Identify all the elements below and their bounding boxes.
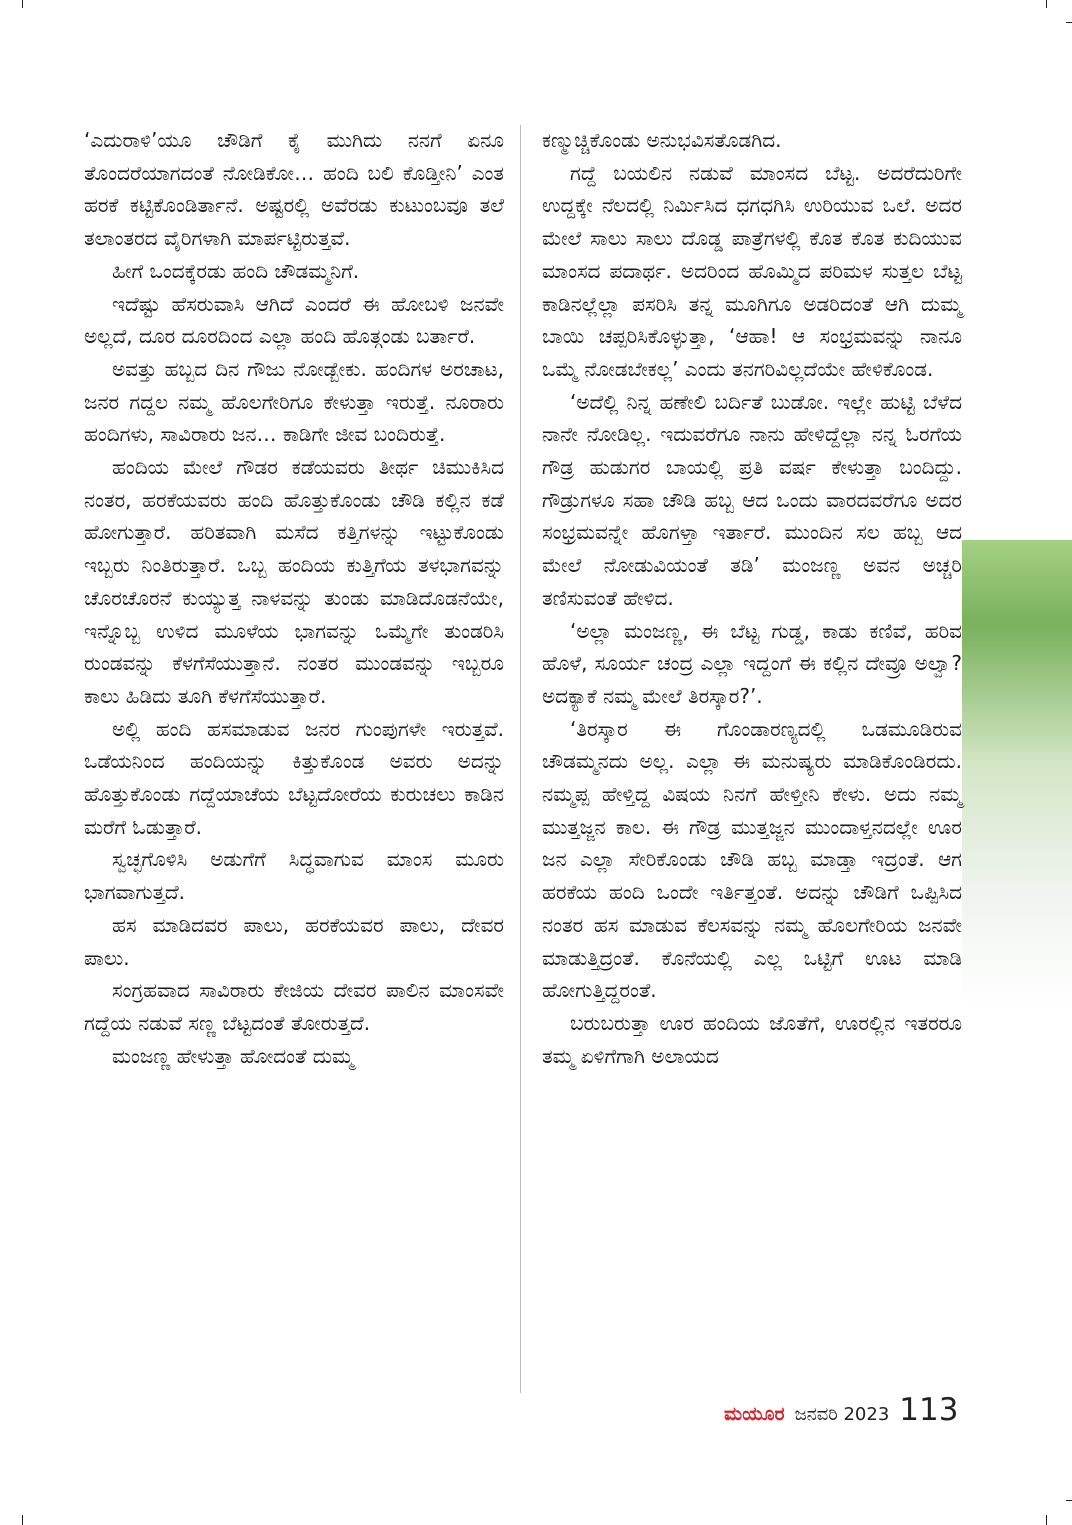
illustration-fragment <box>962 540 1072 1010</box>
paragraph: ‘ಅಲ್ಲಾ ಮಂಜಣ್ಣ, ಈ ಬೆಟ್ಟ ಗುಡ್ಡ, ಕಾಡು ಕಣಿವೆ, ಹರಿವ ಹೊಳೆ, ಸೂರ್ಯ ಚಂದ್ರ ಎಲ್ಲಾ ಇದ್ದಂಗೆ ಈ ಕಲ್ಲಿನ ದೇವ್ರೂ ಅಲ್ವಾ? ಅದಕ್ಯಾಕೆ ನಮ್ಮ ಮೇಲೆ ತಿರಸ್ಕಾರ?’. <box>542 618 962 708</box>
paragraph: ಕಣ್ಮುಚ್ಚಿಕೊಂಡು ಅನುಭವಿಸತೊಡಗಿದ. <box>542 128 782 152</box>
paragraph: ಸಂಗ್ರಹವಾದ ಸಾವಿರಾರು ಕೇಜಿಯ ದೇವರ ಪಾಲಿನ ಮಾಂಸವೇ ಗದ್ದೆಯ ನಡುವೆ ಸಣ್ಣ ಬೆಟ್ಟದಂತೆ ತೋರುತ್ತದೆ. <box>84 978 504 1035</box>
paragraph: ‘ಎದುರಾಳಿ’ಯೂ ಚೌಡಿಗೆ ಕೈ ಮುಗಿದು ನನಗೆ ಏನೂ ತೊಂದರೆಯಾಗದಂತೆ ನೋಡಿಕೋ… ಹಂದಿ ಬಲಿ ಕೊಡ್ತೀನಿ’ ಎಂತ ಹರಕೆ ಕಟ್ಟಿಕೊಂಡಿರ್ತಾನೆ. ಅಷ್ಟರಲ್ಲಿ ಅವೆರಡು ಕುಟುಂಬವೂ ತಲೆ ತಲಾಂತರದ ವೈರಿಗಳಾಗಿ ಮಾರ್ಪಟ್ಟಿರುತ್ತವೆ. <box>84 128 504 251</box>
crop-mark-right-upper <box>1066 22 1072 23</box>
paragraph: ಅಲ್ಲಿ ಹಂದಿ ಹಸಮಾಡುವ ಜನರ ಗುಂಪುಗಳೇ ಇರುತ್ತವೆ. ಒಡೆಯನಿಂದ ಹಂದಿಯನ್ನು ಕಿತ್ತುಕೊಂಡ ಅವರು ಅದನ್ನು ಹೊತ್ತುಕೊಂಡು ಗದ್ದೆಯಾಚೆಯ ಬೆಟ್ಟದೋರೆಯ ಕುರುಚಲು ಕಾಡಿನ ಮರೆಗೆ ಓಡುತ್ತಾರೆ. <box>84 716 504 839</box>
paragraph: ಅವತ್ತು ಹಬ್ಬದ ದಿನ ಗೌಜು ನೋಡ್ಬೇಕು. ಹಂದಿಗಳ ಅರಚಾಟ, ಜನರ ಗದ್ದಲ ನಮ್ಮ ಹೊಲಗೇರಿಗೂ ಕೇಳುತ್ತಾ ಇರುತ್ತೆ. ನೂರಾರು ಹಂದಿಗಳು, ಸಾವಿರಾರು ಜನ… ಕಾಡಿಗೇ ಜೀವ ಬಂದಿರುತ್ತೆ. <box>84 356 504 447</box>
paragraph: ಸ್ವಚ್ಛಗೊಳಿಸಿ ಅಡುಗೆಗೆ ಸಿದ್ಧವಾಗುವ ಮಾಂಸ ಮೂರು ಭಾಗವಾಗುತ್ತದೆ. <box>84 847 504 905</box>
paragraph: ಹಸ ಮಾಡಿದವರ ಪಾಲು, ಹರಕೆಯವರ ಪಾಲು, ದೇವರ ಪಾಲು. <box>84 912 504 970</box>
crop-mark-bottom-right <box>1046 1515 1047 1525</box>
paragraph: ಗದ್ದೆ ಬಯಲಿನ ನಡುವೆ ಮಾಂಸದ ಬೆಟ್ಟ. ಅದರೆದುರಿಗೇ ಉದ್ದಕ್ಕೇ ನೆಲದಲ್ಲಿ ನಿರ್ಮಿಸಿದ ಧಗಧಗಿಸಿ ಉರಿಯುವ ಒಲೆ. ಅದರ ಮೇಲೆ ಸಾಲು ಸಾಲು ದೊಡ್ಡ ಪಾತ್ರೆಗಳಲ್ಲಿ ಕೊತ ಕೊತ ಕುದಿಯುವ ಮಾಂಸದ ಪದಾರ್ಥ. ಅದರಿಂದ ಹೊಮ್ಮಿದ ಪರಿಮಳ ಸುತ್ತಲ ಬೆಟ್ಟ ಕಾಡಿನಲ್ಲೆಲ್ಲಾ ಪಸರಿಸಿ ತನ್ನ ಮೂಗಿಗೂ ಅಡರಿದಂತೆ ಆಗಿ ದುಮ್ಮ ಬಾಯಿ ಚಪ್ಪರಿಸಿಕೊಳ್ಳುತ್ತಾ, ‘ಆಹಾ! ಆ ಸಂಭ್ರಮವನ್ನು ನಾನೂ ಒಮ್ಮೆ ನೋಡಬೇಕಲ್ಲ’ ಎಂದು ತನಗರಿವಿಲ್ಲದೆಯೇ ಹೇಳಿಕೊಂಡ. <box>542 160 962 381</box>
text-column-left <box>84 124 504 1072</box>
crop-mark-top-left <box>22 0 23 8</box>
magazine-name: ಮಯೂರ <box>724 1403 785 1425</box>
paragraph: ಬರುಬರುತ್ತಾ ಊರ ಹಂದಿಯ ಜೊತೆಗೆ, ಊರಲ್ಲಿನ ಇತರರೂ ತಮ್ಮ ಏಳಿಗೆಗಾಗಿ ಅಲಾಯದ <box>542 1010 962 1068</box>
paragraph: ಇದೆಷ್ಟು ಹೆಸರುವಾಸಿ ಆಗಿದೆ ಎಂದರೆ ಈ ಹೋಬಳಿ ಜನವೇ ಅಲ್ಲದೆ, ದೂರ ದೂರದಿಂದ ಎಲ್ಲಾ ಹಂದಿ ಹೊತ್ಗಂಡು ಬರ್ತಾರೆ. <box>84 291 504 349</box>
paragraph: ಹಂದಿಯ ಮೇಲೆ ಗೌಡರ ಕಡೆಯವರು ತೀರ್ಥ ಚಿಮುಕಿಸಿದ ನಂತರ, ಹರಕೆಯವರು ಹಂದಿ ಹೊತ್ತುಕೊಂಡು ಚೌಡಿ ಕಲ್ಲಿನ ಕಡೆ ಹೋಗುತ್ತಾರೆ. ಹರಿತವಾಗಿ ಮಸೆದ ಕತ್ತಿಗಳನ್ನು ಇಟ್ಟುಕೊಂಡು ಇಬ್ಬರು ನಿಂತಿರುತ್ತಾರೆ. ಒಬ್ಬ ಹಂದಿಯ ಕುತ್ತಿಗೆಯ ತಳಭಾಗವನ್ನು ಚೊರಚೊರನೆ ಕುಯ್ಯುತ್ತ ನಾಳವನ್ನು ತುಂಡು ಮಾಡಿದೊಡನೆಯೇ, ಇನ್ನೊಬ್ಬ ಉಳಿದ ಮೂಳೆಯ ಭಾಗವನ್ನು ಒಮ್ಮೆಗೇ ತುಂಡರಿಸಿ ರುಂಡವನ್ನು ಕೆಳಗೆಸೆಯುತ್ತಾನೆ. ನಂತರ ಮುಂಡವನ್ನು ಇಬ್ಬರೂ ಕಾಲು ಹಿಡಿದು ತೂಗಿ ಕೆಳಗೆಸೆಯುತ್ತಾರೆ. <box>84 455 504 708</box>
crop-mark-top-right <box>1046 0 1047 8</box>
issue-date: ಜನವರಿ 2023 <box>794 1404 890 1425</box>
text-column-right <box>542 124 962 1072</box>
column-divider <box>520 125 521 1393</box>
paragraph: ‘ತಿರಸ್ಕಾರ ಈ ಗೊಂಡಾರಣ್ಯದಲ್ಲಿ ಒಡಮೂಡಿರುವ ಚೌಡಮ್ಮನದು ಅಲ್ಲ. ಎಲ್ಲಾ ಈ ಮನುಷ್ಯರು ಮಾಡಿಕೊಂಡಿರದು. ನಮ್ಮಪ್ಪ ಹೇಳ್ತಿದ್ದ ವಿಷಯ ನಿನಗೆ ಹೇಳ್ತೀನಿ ಕೇಳು. ಅದು ನಮ್ಮ ಮುತ್ತಜ್ಜನ ಕಾಲ. ಈ ಗೌಡ್ರ ಮುತ್ತಜ್ಜನ ಮುಂದಾಳ್ತನದಲ್ಲೇ ಊರ ಜನ ಎಲ್ಲಾ ಸೇರಿಕೊಂಡು ಚೌಡಿ ಹಬ್ಬ ಮಾಡ್ತಾ ಇದ್ರಂತೆ. ಆಗ ಹರಕೆಯ ಹಂದಿ ಒಂದೇ ಇರ್ತಿತ್ತಂತೆ. ಅದನ್ನು ಚೌಡಿಗೆ ಒಪ್ಪಿಸಿದ ನಂತರ ಹಸ ಮಾಡುವ ಕೆಲಸವನ್ನು ನಮ್ಮ ಹೊಲಗೇರಿಯ ಜನವೇ ಮಾಡುತ್ತಿದ್ರಂತೆ. ಕೊನೆಯಲ್ಲಿ ಎಲ್ಲ ಒಟ್ಟಿಗೆ ಊಟ ಮಾಡಿ ಹೋಗುತ್ತಿದ್ದರಂತೆ. <box>542 716 962 1003</box>
page-footer <box>724 1392 958 1432</box>
crop-mark-bottom-left <box>22 1515 23 1525</box>
crop-mark-right-lower <box>1066 1500 1072 1501</box>
paragraph: ‘ಅದೆಲ್ಲಿ ನಿನ್ನ ಹಣೇಲಿ ಬರ್ದಿತೆ ಬುಡೋ. ಇಲ್ಲೇ ಹುಟ್ಟಿ ಬೆಳೆದ ನಾನೇ ನೋಡಿಲ್ಲ. ಇದುವರೆಗೂ ನಾನು ಹೇಳಿದ್ದೆಲ್ಲಾ ನನ್ನ ಓರಗೆಯ ಗೌಡ್ರ ಹುಡುಗರ ಬಾಯಲ್ಲಿ ಪ್ರತಿ ವರ್ಷ ಕೇಳುತ್ತಾ ಬಂದಿದ್ದು. ಗೌಡ್ರುಗಳೂ ಸಹಾ ಚೌಡಿ ಹಬ್ಬ ಆದ ಒಂದು ವಾರದವರೆಗೂ ಅದರ ಸಂಭ್ರಮವನ್ನೇ ಹೊಗಳ್ತಾ ಇರ್ತಾರೆ. ಮುಂದಿನ ಸಲ ಹಬ್ಬ ಆದ ಮೇಲೆ ನೋಡುವಿಯಂತೆ ತಡಿ’ ಮಂಜಣ್ಣ ಅವನ ಅಚ್ಚರಿ ತಣಿಸುವಂತೆ ಹೇಳಿದ. <box>542 389 962 610</box>
paragraph: ಮಂಜಣ್ಣ ಹೇಳುತ್ತಾ ಹೋದಂತೆ ದುಮ್ಮ <box>112 1043 354 1068</box>
page-number: 113 <box>899 1392 959 1428</box>
paragraph: ಹೀಗೆ ಒಂದಕ್ಕೆರಡು ಹಂದಿ ಚೌಡಮ್ಮನಿಗೆ. <box>112 258 360 283</box>
